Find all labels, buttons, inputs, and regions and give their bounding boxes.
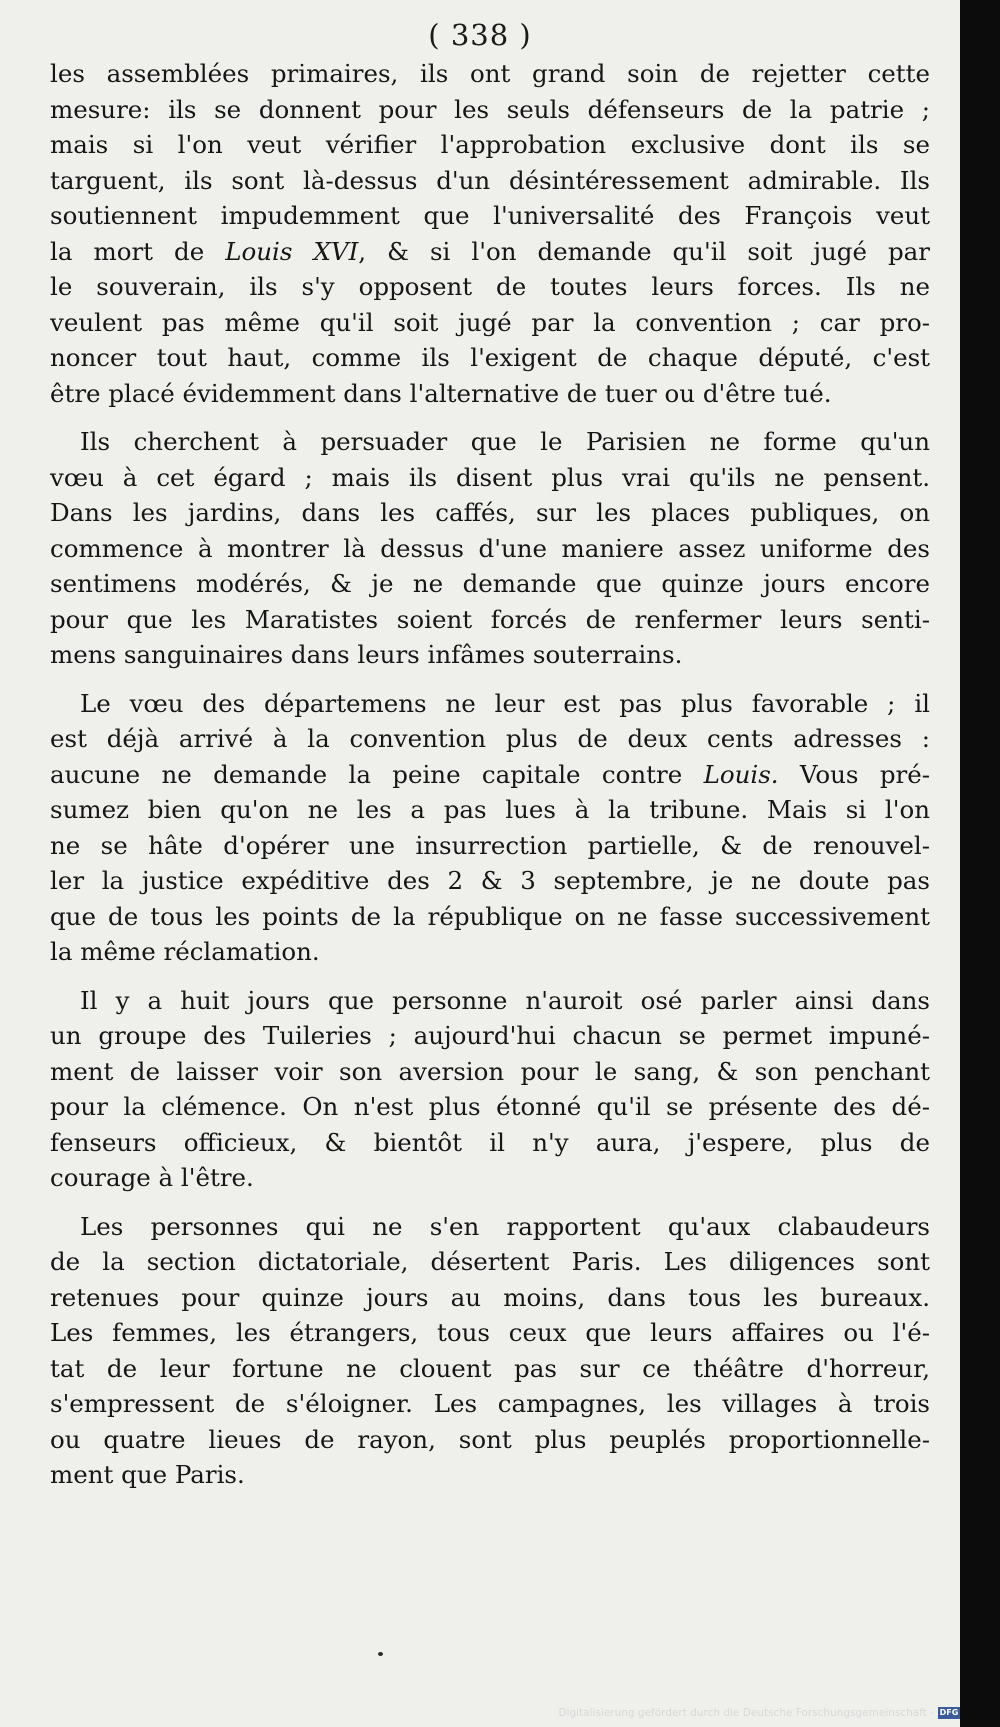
body-text: [50, 56, 930, 1506]
paragraph: [50, 424, 930, 673]
text-line: ler la justice expéditive des 2 & 3 septembre, je ne doute pas: [50, 866, 930, 895]
text-line: aucune ne demande la peine capitale contre Louis. Vous pré-: [50, 759, 931, 789]
text-line: de la section dictatoriale, désertent Paris. Les diligences sont: [50, 1247, 930, 1276]
text-line: Le vœu des départemens ne leur est pas plus favorable ; il: [80, 688, 930, 718]
text-line: un groupe des Tuileries ; aujourd'hui chacun se permet impuné-: [50, 1021, 930, 1050]
text-line: sumez bien qu'on ne les a pas lues à la tribune. Mais si l'on: [50, 795, 930, 824]
paragraph: [50, 56, 930, 411]
print-speck: [378, 1652, 383, 1656]
page-number: ( 338 ): [428, 18, 532, 52]
text-line: mens sanguinaires dans leurs infâmes souterrains.: [50, 640, 683, 669]
text-line: commence à montrer là dessus d'une maniere assez uniforme des: [50, 533, 930, 563]
text-line: vœu à cet égard ; mais ils disent plus vrai qu'ils ne pensent.: [50, 462, 930, 492]
digitization-credit: Digitalisierung gefördert durch die Deutsche Forschungsgemeinschaft -: [558, 1707, 934, 1719]
text-line: fenseurs officieux, & bientôt il n'y aura, j'espere, plus de: [50, 1127, 930, 1157]
text-line: mais si l'on veut vérifier l'approbation exclusive dont ils se: [50, 130, 930, 159]
text-line: ment de laisser voir son aversion pour le sang, & son penchant: [50, 1056, 930, 1086]
text-line: Ils cherchent à persuader que le Parisien ne forme qu'un: [80, 427, 930, 456]
text-line: le souverain, ils s'y opposent de toutes leurs forces. Ils ne: [50, 272, 930, 301]
text-line: Dans les jardins, dans les caffés, sur les places publiques, on: [50, 498, 930, 527]
text-line: ne se hâte d'opérer une insurrection partielle, & de renouvel-: [50, 830, 930, 860]
text-line: Il y a huit jours que personne n'auroit osé parler ainsi dans: [80, 985, 930, 1015]
text-line: la même réclamation.: [50, 937, 320, 966]
text-line: soutiennent impudemment que l'universalité des François veut: [50, 201, 930, 230]
text-line: pour la clémence. On n'est plus étonné qu'il se présente des dé-: [50, 1092, 930, 1121]
paragraph: [50, 686, 930, 970]
text-line: Les femmes, les étrangers, tous ceux que leurs affaires ou l'é-: [50, 1318, 930, 1347]
text-line: veulent pas même qu'il soit jugé par la convention ; car pro-: [50, 307, 930, 337]
paragraph: [50, 983, 930, 1196]
text-line: noncer tout haut, comme ils l'exigent de chaque député, c'est: [50, 343, 930, 372]
text-line: pour que les Maratistes soient forcés de renfermer leurs senti-: [50, 604, 930, 634]
text-line: sentimens modérés, & je ne demande que quinze jours encore: [50, 569, 930, 598]
text-line: courage à l'être.: [50, 1163, 254, 1192]
text-line: la mort de Louis XVI, & si l'on demande qu'il soit jugé par: [50, 236, 931, 266]
text-line: ment que Paris.: [50, 1460, 245, 1489]
text-line: les assemblées primaires, ils ont grand soin de rejetter cette: [50, 59, 930, 88]
dfg-logo: DFG: [939, 1708, 959, 1717]
paragraph: [50, 1209, 930, 1493]
text-line: targuent, ils sont là-dessus d'un désintéressement admirable. Ils: [50, 165, 930, 195]
text-line: ou quatre lieues de rayon, sont plus peuplés proportionnelle-: [50, 1424, 930, 1454]
italic-name: Louis.: [703, 759, 779, 789]
text-line: être placé évidemment dans l'alternative de tuer ou d'être tué.: [50, 378, 832, 408]
text-line: retenues pour quinze jours au moins, dans tous les bureaux.: [50, 1282, 930, 1312]
text-line: que de tous les points de la république on ne fasse successivement: [50, 901, 930, 931]
text-line: Les personnes qui ne s'en rapportent qu'aux clabaudeurs: [80, 1211, 930, 1241]
text-line: tat de leur fortune ne clouent pas sur ce théâtre d'horreur,: [50, 1353, 930, 1383]
italic-name: Louis XVI: [225, 236, 359, 266]
text-line: s'empressent de s'éloigner. Les campagnes, les villages à trois: [50, 1389, 930, 1418]
text-line: est déjà arrivé à la convention plus de deux cents adresses :: [50, 724, 930, 753]
text-line: mesure: ils se donnent pour les seuls défenseurs de la patrie ;: [50, 94, 930, 124]
